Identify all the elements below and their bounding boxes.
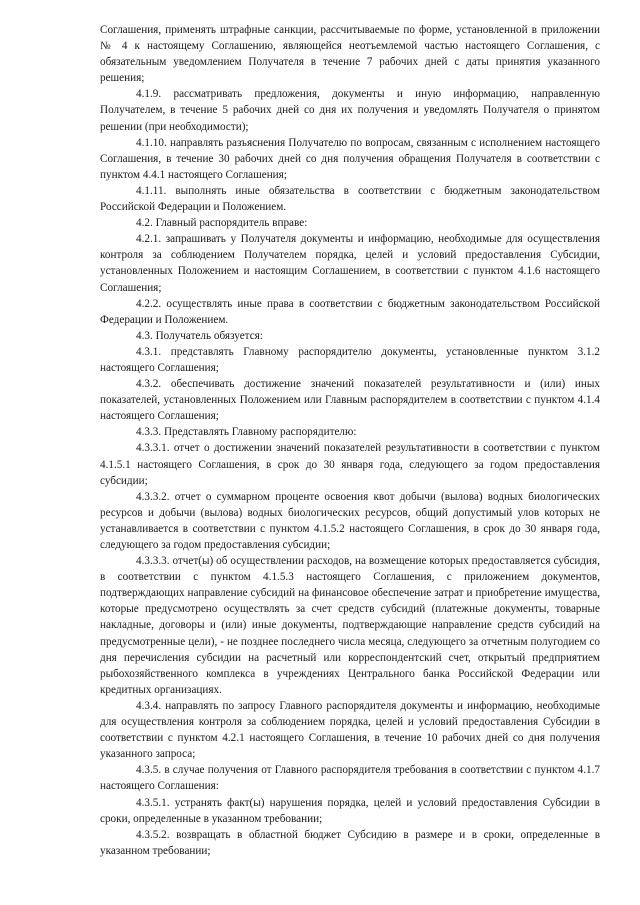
paragraph: 4.3.3.2. отчет о суммарном проценте освоения квот добычи (вылова) водных биологических ресурсов и добычи (вылова) водных биологических ресурсов, общий допустимый улов которых не устанавливается в соответствии с пунктом 4.1.5.2 настоящего Соглашения, в срок до 30 января года, следующего за годом предоставления субсидии; (100, 490, 600, 551)
paragraph: 4.3.3. Представлять Главному распорядителю: (136, 426, 357, 439)
document-body (100, 22, 600, 859)
paragraph: Соглашения, применять штрафные санкции, рассчитываемые по форме, установленной в приложении № 4 к настоящему Соглашению, являющейся неотъемлемой частью настоящего Соглашения, с обязательным уведомлением Получателя в течение 7 рабочих дней с даты принятия указанного решения; (100, 24, 600, 85)
paragraph: 4.2.2. осуществлять иные права в соответствии с бюджетным законодательством Российской Федерации и Положением. (100, 297, 600, 326)
paragraph: 4.1.11. выполнять иные обязательства в соответствии с бюджетным законодательством Российской Федерации и Положением. (100, 184, 600, 214)
paragraph: 4.3.4. направлять по запросу Главного распорядителя документы и информацию, необходимые для осуществления контроля за соблюдением порядка, целей и условий предоставления Субсидии в соответствии с пунктом 4.2.1 настоящего Соглашения, в течение 10 рабочих дней со дня получения указанного запроса; (100, 699, 600, 761)
paragraph: 4.3. Получатель обязуется: (136, 329, 263, 342)
paragraph: 4.3.2. обеспечивать достижение значений показателей результативности и (или) иных показателей, установленных Положением или Главным распорядителем в соответствии с пунктом 4.1.4 настоящего Соглашения; (100, 378, 600, 423)
paragraph: 4.3.3.1. отчет о достижении значений показателей результативности в соответствии с пунктом 4.1.5.1 настоящего Соглашения, в срок до 30 января года, следующего за годом предоставления субсидии; (100, 442, 600, 487)
paragraph: 4.3.5.1. устранять факт(ы) нарушения порядка, целей и условий предоставления Субсидии в сроки, определенные в указанном требовании; (100, 796, 600, 825)
paragraph: 4.2.1. запрашивать у Получателя документы и информацию, необходимые для осуществления контроля за соблюдением Получателем порядка, целей и условий предоставления Субсидии, установленных Положением и настоящим Соглашением, в соответствии с пунктом 4.1.6 настоящего Соглашения; (100, 233, 600, 294)
paragraph: 4.1.10. направлять разъяснения Получателю по вопросам, связанным с исполнением настоящего Соглашения, в течение 30 рабочих дней со дня получения обращения Получателя в соответствии с пунктом 4.4.1 настоящего Соглашения; (100, 136, 600, 181)
paragraph: 4.2. Главный распорядитель вправе: (136, 217, 308, 230)
paragraph: 4.3.5. в случае получения от Главного распорядителя требования в соответствии с пунктом 4.1.7 настоящего Соглашения: (100, 764, 600, 793)
paragraph: 4.3.1. представлять Главному распорядителю документы, установленные пунктом 3.1.2 настоящего Соглашения; (100, 345, 600, 374)
paragraph: 4.1.9. рассматривать предложения, документы и иную информацию, направленную Получателем, в течение 5 рабочих дней со дня их получения и уведомлять Получателя о принятом решении (при необходимости); (100, 88, 600, 133)
paragraph: 4.3.3.3. отчет(ы) об осуществлении расходов, на возмещение которых предоставляется субсидия, в соответствии с пунктом 4.1.5.3 настоящего Соглашения, с приложением документов, подтверждающих направление субсидий на финансовое обеспечение затрат и приобретение имущества, которые предусмотрено осуществлять за счет средств субсидий (платежные документы, товарные накладные, договоры и (или) иные документы, подтверждающие направление средств субсидий на предусмотренные цели), - не позднее последнего числа месяца, следующего за отчетным полугодием со дня перечисления субсидии на расчетный или корреспондентский счет, открытый предприятием рыбохозяйственного комплекса в учреждениях Центрального банка Российской Федерации или кредитных организациях. (100, 555, 600, 696)
paragraph: 4.3.5.2. возвращать в областной бюджет Субсидию в размере и в сроки, определенные в указанном требовании; (100, 828, 600, 857)
